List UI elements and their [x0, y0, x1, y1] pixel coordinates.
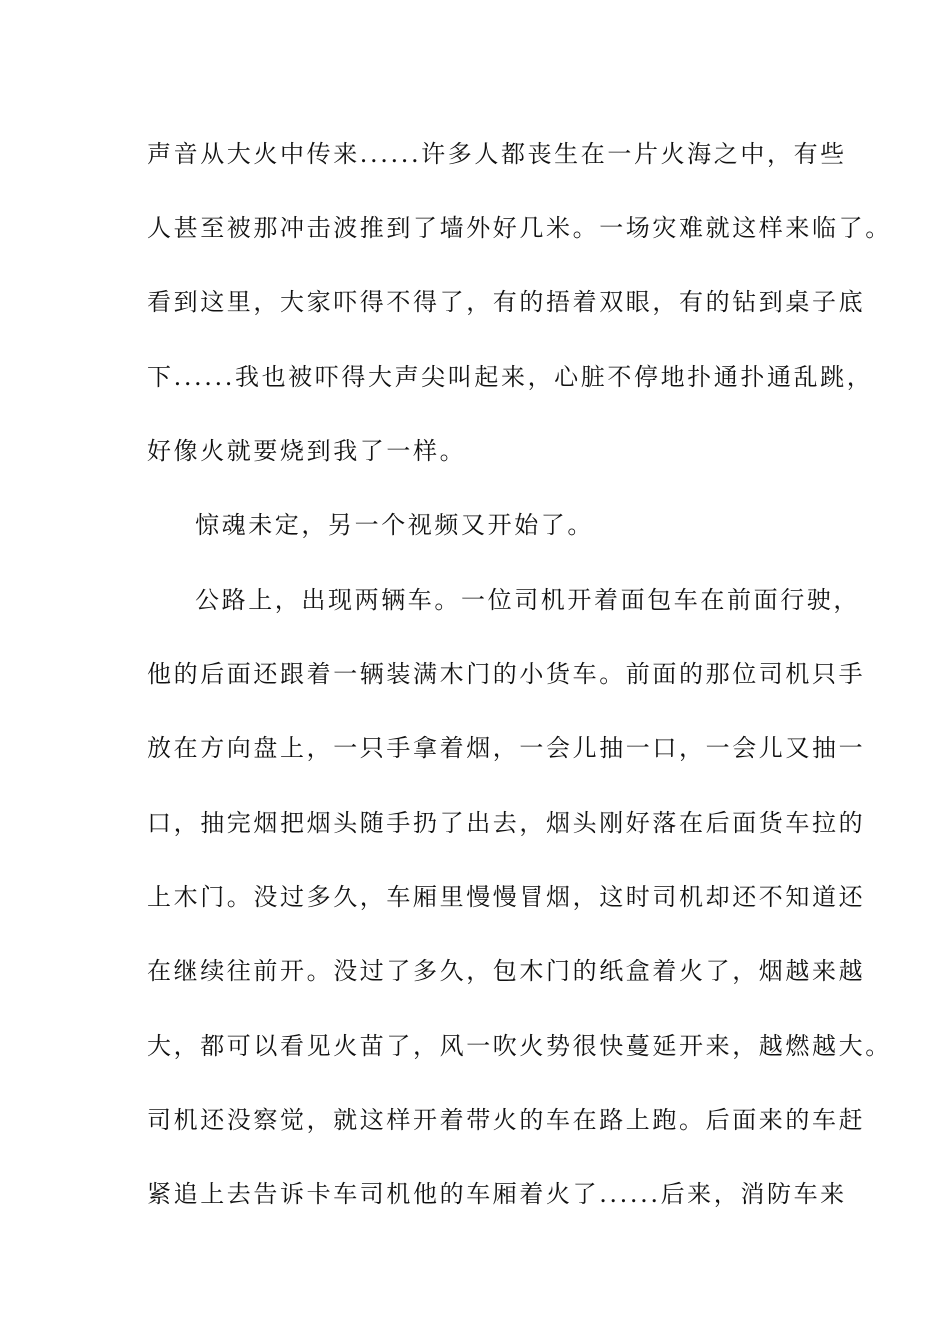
text-line: 紧追上去告诉卡车司机他的车厢着火了......后来，消防车来 [147, 1180, 847, 1208]
text-line: 公路上，出现两辆车。一位司机开着面包车在前面行驶， [195, 586, 860, 614]
text-line: 大，都可以看见火苗了，风一吹火势很快蔓延开来，越燃越大。 [147, 1032, 892, 1060]
text-line: 口，抽完烟把烟头随手扔了出去，烟头刚好落在后面货车拉的 [147, 809, 866, 837]
text-line: 司机还没察觉，就这样开着带火的车在路上跑。后面来的车赶 [147, 1106, 866, 1134]
text-line: 惊魂未定，另一个视频又开始了。 [195, 511, 594, 539]
text-line: 人甚至被那冲击波推到了墙外好几米。一场灾难就这样来临了。 [147, 214, 892, 242]
text-line: 下......我也被吓得大声尖叫起来，心脏不停地扑通扑通乱跳， [147, 363, 874, 391]
text-line: 在继续往前开。没过了多久，包木门的纸盒着火了，烟越来越 [147, 957, 866, 985]
text-line: 好像火就要烧到我了一样。 [147, 437, 467, 465]
text-line: 看到这里，大家吓得不得了，有的捂着双眼，有的钻到桌子底 [147, 288, 866, 316]
text-line: 他的后面还跟着一辆装满木门的小货车。前面的那位司机只手 [147, 660, 866, 688]
text-line: 放在方向盘上，一只手拿着烟，一会儿抽一口，一会儿又抽一 [147, 734, 866, 762]
text-line: 上木门。没过多久，车厢里慢慢冒烟，这时司机却还不知道还 [147, 883, 866, 911]
text-line: 声音从大火中传来......许多人都丧生在一片火海之中，有些 [147, 140, 847, 168]
